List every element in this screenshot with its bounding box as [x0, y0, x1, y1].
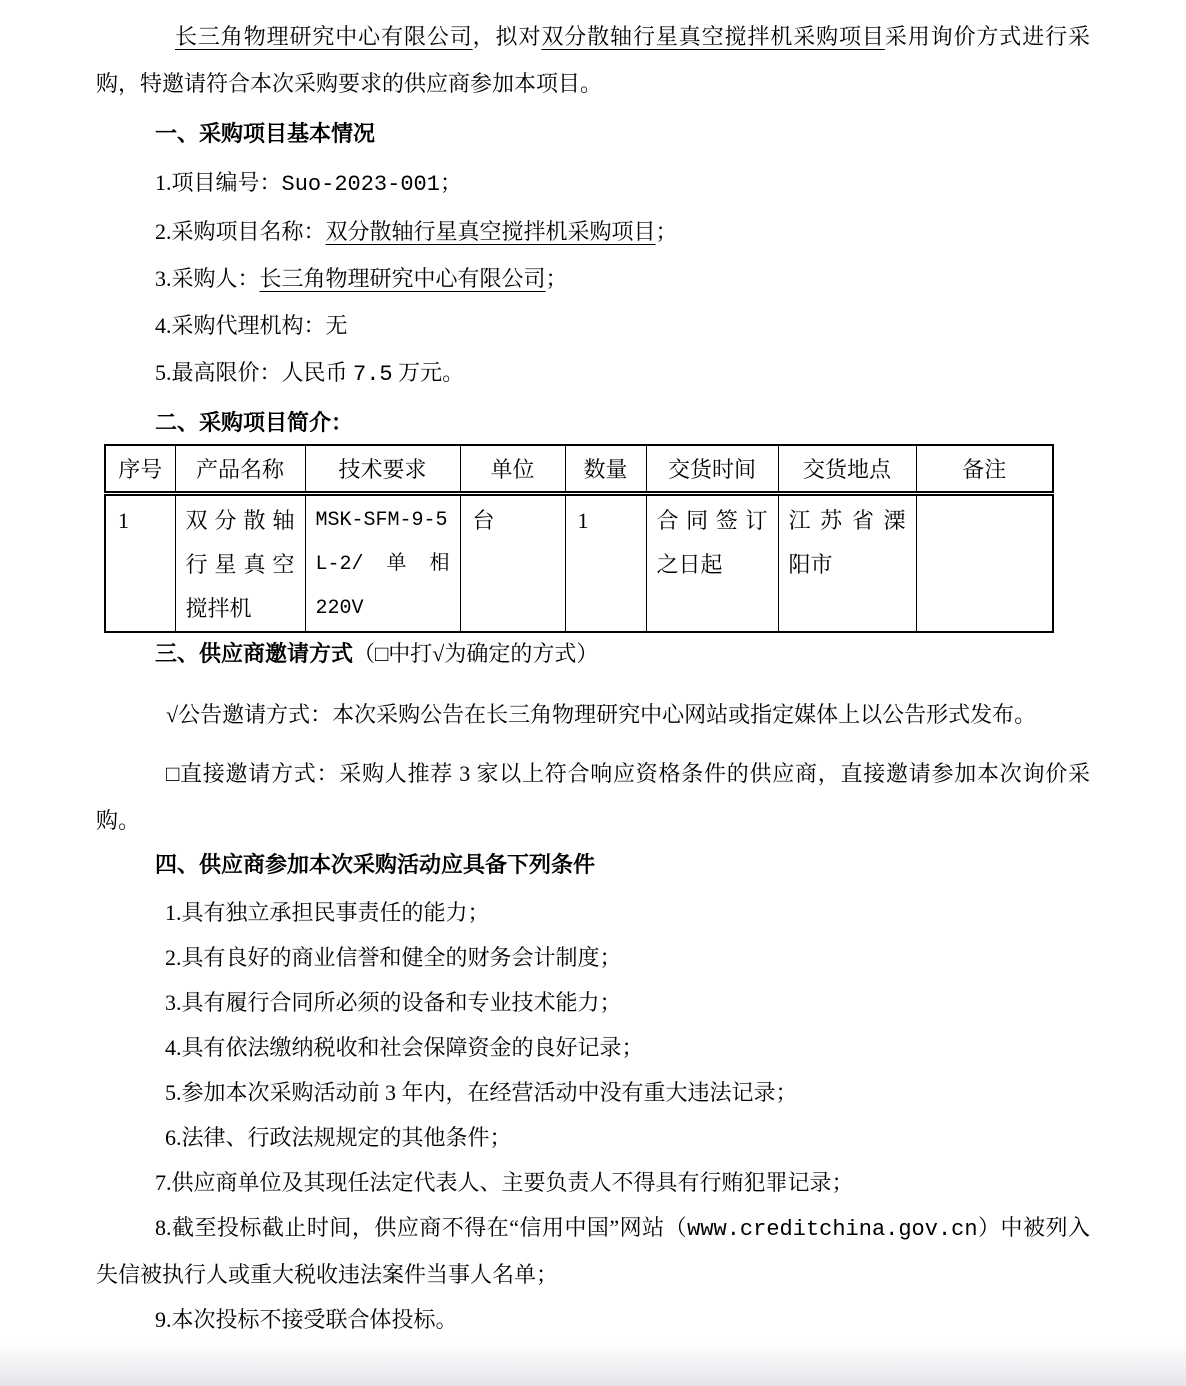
item-agency: 4.采购代理机构：无 — [155, 313, 348, 338]
cell-product-name: 双分散轴 行星真空 搅拌机 — [175, 493, 305, 632]
item-project-name: 2.采购项目名称：双分散轴行星真空搅拌机采购项目； — [155, 219, 678, 244]
condition-8: 8.截至投标截止时间，供应商不得在“信用中国”网站（www.creditchina.gov.cn）中被列入失信被执行人或重大税收违法案件当事人名单； — [96, 1214, 1090, 1287]
condition-4: 4.具有依法缴纳税收和社会保障资金的良好记录； — [165, 1034, 644, 1060]
cell-delivery-time: 合同签订 之日起 — [646, 493, 778, 632]
condition-2: 2.具有良好的商业信誉和健全的财务会计制度； — [165, 944, 622, 970]
col-header-seq: 序号 — [105, 445, 175, 493]
condition-7: 7.供应商单位及其现任法定代表人、主要负责人不得具有行贿犯罪记录； — [155, 1169, 854, 1195]
item-purchaser: 3.采购人：长三角物理研究中心有限公司； — [155, 266, 568, 291]
col-header-product: 产品名称 — [175, 445, 305, 493]
intro-paragraph: 长三角物理研究中心有限公司，拟对双分散轴行星真空搅拌机采购项目采用询价方式进行采购，特邀请符合本次采购要求的供应商参加本项目。 — [96, 24, 1090, 96]
cell-qty: 1 — [565, 493, 646, 632]
cell-delivery-place: 江苏省溧 阳市 — [778, 493, 916, 632]
condition-3: 3.具有履行合同所必须的设备和专业技术能力； — [165, 989, 622, 1015]
item-price-limit: 5.最高限价：人民币 7.5 万元。 — [155, 360, 465, 387]
col-header-tech: 技术要求 — [305, 445, 460, 493]
condition-5: 5.参加本次采购活动前 3 年内，在经营活动中没有重大违法记录； — [165, 1079, 798, 1105]
item-project-number: 1.项目编号：Suo-2023-001； — [155, 170, 462, 197]
condition-1: 1.具有独立承担民事责任的能力； — [165, 899, 490, 925]
col-header-remark: 备注 — [916, 445, 1053, 493]
section3-heading: 三、供应商邀请方式（□中打√为确定的方式） — [155, 640, 599, 666]
col-header-delivery-place: 交货地点 — [778, 445, 916, 493]
invite-direct-option: □直接邀请方式：采购人推荐 3 家以上符合响应资格条件的供应商，直接邀请参加本次询价采购。 — [96, 760, 1090, 833]
section1-heading: 一、采购项目基本情况 — [155, 121, 376, 146]
table-row — [105, 493, 1053, 632]
cell-tech-requirement: MSK-SFM-9-5 L-2/单相 220V — [305, 493, 460, 632]
col-header-qty: 数量 — [565, 445, 646, 493]
table-header-row — [105, 445, 1053, 493]
section2-heading: 二、采购项目简介： — [155, 410, 354, 435]
condition-6: 6.法律、行政法规规定的其他条件； — [165, 1124, 512, 1150]
cell-unit: 台 — [460, 493, 565, 632]
cell-remark — [916, 493, 1053, 632]
invite-announce-option: √公告邀请方式：本次采购公告在长三角物理研究中心网站或指定媒体上以公告形式发布。 — [166, 701, 1037, 727]
col-header-unit: 单位 — [460, 445, 565, 493]
col-header-delivery-time: 交货时间 — [646, 445, 778, 493]
procurement-items-table — [104, 444, 1054, 633]
cell-seq: 1 — [105, 493, 175, 632]
condition-9: 9.本次投标不接受联合体投标。 — [155, 1306, 458, 1332]
section4-heading: 四、供应商参加本次采购活动应具备下列条件 — [155, 851, 596, 877]
